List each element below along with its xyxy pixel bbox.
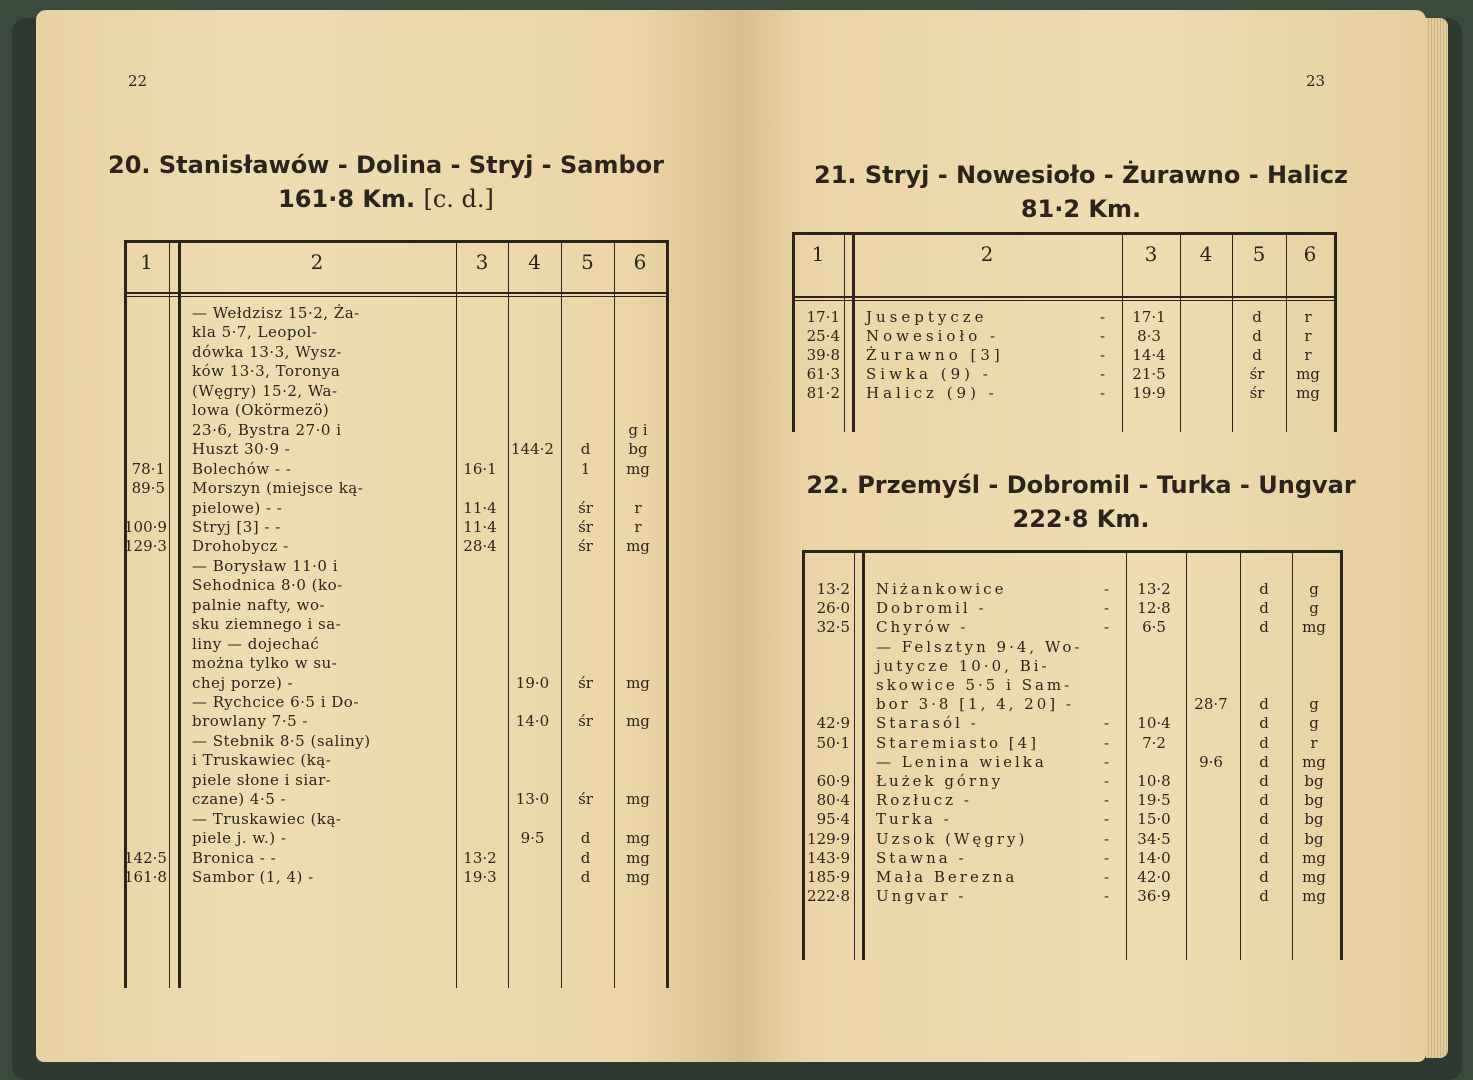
station-name: Ungvar - xyxy=(876,887,967,906)
column-header: 1 xyxy=(811,242,825,266)
row-dash: - xyxy=(1104,791,1110,810)
row-dash: - xyxy=(1104,887,1110,906)
service-code: g xyxy=(1309,714,1319,733)
class-code: d xyxy=(1252,346,1262,364)
distance-value: 13·2 xyxy=(1137,580,1171,598)
service-code: r xyxy=(1304,308,1312,326)
class-code: d xyxy=(1252,327,1262,345)
row-dash: - xyxy=(1104,868,1110,886)
class-code: śr xyxy=(1249,384,1265,402)
class-code: d xyxy=(580,848,591,867)
row-dash: - xyxy=(1104,752,1110,771)
row-dash: - xyxy=(1100,308,1106,326)
station-name: piele słone i siar- xyxy=(192,770,332,789)
row-dash: - xyxy=(1104,810,1110,829)
service-code: mg xyxy=(1296,384,1320,402)
distance-value: 13·2 xyxy=(463,848,497,867)
service-code: bg xyxy=(1304,829,1324,848)
service-code: mg xyxy=(626,829,650,848)
distance-value: 15·0 xyxy=(1137,810,1171,829)
service-code: g xyxy=(1309,599,1319,618)
km-value: 42·9 xyxy=(816,714,850,733)
service-code: g i xyxy=(628,420,648,439)
service-code: r xyxy=(1304,327,1312,345)
class-code: d xyxy=(580,829,591,848)
distance-value: 11·4 xyxy=(463,498,497,517)
km-value: 80·4 xyxy=(816,791,850,810)
column-header: 3 xyxy=(475,250,489,274)
km-value: 95·4 xyxy=(816,810,850,829)
station-name: 23·6, Bystra 27·0 i xyxy=(192,420,342,439)
station-name: piele j. w.) - xyxy=(192,829,287,848)
header-rule xyxy=(792,300,1337,301)
station-name: — Stebnik 8·5 (saliny) xyxy=(192,731,371,750)
column-header: 3 xyxy=(1144,242,1158,266)
km-value: 25·4 xyxy=(806,327,840,345)
row-dash: - xyxy=(1104,714,1110,733)
column-rule xyxy=(854,550,855,960)
section-20-title xyxy=(76,148,696,216)
class-code: d xyxy=(1259,791,1269,810)
service-code: r xyxy=(1304,346,1312,364)
distance-value: 34·5 xyxy=(1137,829,1171,848)
class-code: śr xyxy=(578,498,593,517)
service-code: mg xyxy=(1302,887,1326,906)
column-header: 5 xyxy=(581,250,594,274)
distance-value: 19·5 xyxy=(1137,791,1171,810)
row-dash: - xyxy=(1104,848,1110,867)
page-number-left: 22 xyxy=(128,72,148,90)
station-name: Sehodnica 8·0 (ko- xyxy=(192,576,343,595)
branch-distance: 9·6 xyxy=(1199,752,1223,771)
class-code: d xyxy=(1259,887,1269,906)
branch-distance: 144·2 xyxy=(511,440,554,459)
station-name: — Wełdzisz 15·2, Ża- xyxy=(192,304,360,322)
service-code: mg xyxy=(626,790,650,809)
section-21-title xyxy=(776,158,1386,226)
km-value: 81·2 xyxy=(806,384,840,402)
section-21-table xyxy=(792,232,1337,432)
station-name: Juseptycze xyxy=(866,308,988,326)
class-code: śr xyxy=(578,673,593,692)
row-dash: - xyxy=(1104,829,1110,848)
distance-value: 19·3 xyxy=(463,868,497,887)
distance-value: 21·5 xyxy=(1132,365,1166,383)
station-name: Nowesioło - xyxy=(866,327,1000,345)
class-code: d xyxy=(1259,714,1269,733)
station-name: Sambor (1, 4) - xyxy=(192,868,314,887)
column-header: 5 xyxy=(1252,242,1266,266)
section-22-table xyxy=(802,550,1342,960)
station-name: Bolechów - - xyxy=(192,459,292,478)
class-code: śr xyxy=(578,517,593,536)
class-code: d xyxy=(580,440,591,459)
station-name: Starasól - xyxy=(876,714,979,733)
distance-value: 19·9 xyxy=(1132,384,1166,402)
station-name: Siwka (9) - xyxy=(866,365,992,383)
service-code: mg xyxy=(626,459,650,478)
column-rule xyxy=(862,550,865,960)
service-code: r xyxy=(1310,733,1318,752)
km-value: 161·8 xyxy=(124,868,167,887)
station-name: — Borysław 11·0 i xyxy=(192,556,339,575)
km-value: 32·5 xyxy=(816,618,850,637)
header-rule xyxy=(124,296,669,297)
column-rule xyxy=(1334,232,1337,432)
service-code: mg xyxy=(626,868,650,887)
service-code: mg xyxy=(626,537,650,556)
class-code: d xyxy=(1259,695,1269,714)
section-22-title xyxy=(776,468,1386,536)
station-name: Staremiasto [4] xyxy=(876,733,1040,752)
branch-distance: 14·0 xyxy=(515,712,550,731)
column-header: 6 xyxy=(633,250,647,274)
station-name: skowice 5·5 i Sam- xyxy=(876,676,1073,694)
section-21-route: 21. Stryj - Nowesioło - Żurawno - Halicz xyxy=(814,161,1348,189)
km-value: 13·2 xyxy=(816,580,850,598)
section-20-table xyxy=(124,240,669,988)
station-name: Rozłucz - xyxy=(876,791,972,810)
station-name: — Truskawiec (ką- xyxy=(192,809,342,828)
class-code: d xyxy=(1259,580,1269,598)
station-name: — Rychcice 6·5 i Do- xyxy=(192,693,359,711)
distance-value: 16·1 xyxy=(463,459,497,478)
station-name: browlany 7·5 - xyxy=(192,712,308,731)
station-name: Żurawno [3] xyxy=(866,346,1004,364)
station-name: dówka 13·3, Wysz- xyxy=(192,342,342,361)
header-rule xyxy=(792,296,1337,298)
column-rule xyxy=(666,240,669,988)
row-dash: - xyxy=(1104,618,1110,637)
class-code: d xyxy=(580,868,591,887)
station-name: ków 13·3, Toronya xyxy=(192,362,341,381)
km-value: 222·8 xyxy=(807,887,850,906)
column-header: 4 xyxy=(528,250,541,274)
distance-value: 42·0 xyxy=(1137,868,1171,886)
distance-value: 36·9 xyxy=(1137,887,1171,906)
station-name: bor 3·8 [1, 4, 20] - xyxy=(876,695,1074,714)
service-code: mg xyxy=(626,848,650,867)
service-code: mg xyxy=(1302,618,1326,637)
distance-value: 10·4 xyxy=(1137,714,1171,733)
service-code: mg xyxy=(626,673,650,692)
row-dash: - xyxy=(1100,327,1106,345)
distance-value: 11·4 xyxy=(463,517,497,536)
class-code: d xyxy=(1259,868,1269,886)
distance-value: 6·5 xyxy=(1142,618,1166,637)
station-name: (Węgry) 15·2, Wa- xyxy=(192,381,338,400)
service-code: mg xyxy=(1302,868,1326,886)
station-name: Drohobycz - xyxy=(192,537,289,556)
class-code: śr xyxy=(578,712,593,731)
km-value: 60·9 xyxy=(816,772,850,790)
km-value: 39·8 xyxy=(806,346,840,364)
column-rule xyxy=(844,232,845,432)
column-rule xyxy=(508,240,509,988)
station-name: sku ziemnego i sa- xyxy=(192,615,342,634)
column-header: 4 xyxy=(1199,242,1213,266)
station-name: liny — dojechać xyxy=(192,634,320,653)
distance-value: 8·3 xyxy=(1137,327,1161,345)
right-page xyxy=(736,10,1426,1062)
distance-value: 14·4 xyxy=(1132,346,1166,364)
branch-distance: 19·0 xyxy=(515,673,550,692)
section-22-km: 222·8 Km. xyxy=(1012,505,1150,533)
branch-distance: 28·7 xyxy=(1194,695,1228,714)
km-value: 100·9 xyxy=(124,517,167,536)
km-value: 50·1 xyxy=(816,733,850,752)
station-name: Łużek górny xyxy=(876,772,1004,790)
service-code: g xyxy=(1309,695,1319,714)
class-code: śr xyxy=(1249,365,1265,383)
station-name: Uzsok (Węgry) xyxy=(876,829,1028,848)
service-code: mg xyxy=(626,712,650,731)
row-dash: - xyxy=(1100,384,1106,402)
km-value: 89·5 xyxy=(131,479,165,498)
page-edges xyxy=(1426,18,1448,1058)
column-header: 6 xyxy=(1303,242,1317,266)
km-value: 26·0 xyxy=(816,599,850,618)
distance-value: 12·8 xyxy=(1137,599,1171,618)
page-number-right: 23 xyxy=(1306,72,1326,90)
station-name: palnie nafty, wo- xyxy=(192,595,326,614)
station-name: — Lenina wielka xyxy=(876,752,1047,771)
station-name: Stryj [3] - - xyxy=(192,517,281,536)
row-dash: - xyxy=(1104,772,1110,790)
distance-value: 28·4 xyxy=(463,537,497,556)
row-dash: - xyxy=(1100,365,1106,383)
class-code: d xyxy=(1259,618,1269,637)
table-top-rule xyxy=(802,550,1342,553)
class-code: śr xyxy=(578,537,593,556)
service-code: mg xyxy=(1302,752,1326,771)
station-name: Chyrów - xyxy=(876,618,969,637)
service-code: r xyxy=(634,517,642,536)
class-code: d xyxy=(1259,810,1269,829)
left-page xyxy=(36,10,736,1062)
branch-distance: 9·5 xyxy=(520,829,545,848)
service-code: g xyxy=(1309,580,1319,598)
column-header: 2 xyxy=(980,242,994,266)
station-name: czane) 4·5 - xyxy=(192,790,287,809)
km-value: 185·9 xyxy=(807,868,850,886)
km-value: 143·9 xyxy=(807,848,850,867)
service-code: bg xyxy=(1304,772,1324,790)
class-code: d xyxy=(1259,848,1269,867)
station-name: Turka - xyxy=(876,810,952,829)
row-dash: - xyxy=(1100,346,1106,364)
column-header: 1 xyxy=(140,250,153,274)
station-name: Halicz (9) - xyxy=(866,384,998,402)
km-value: 129·3 xyxy=(124,537,167,556)
station-name: można tylko w su- xyxy=(192,654,338,673)
distance-value: 10·8 xyxy=(1137,772,1171,790)
section-20-route: 20. Stanisławów - Dolina - Stryj - Sambor xyxy=(108,151,664,179)
row-dash: - xyxy=(1104,599,1110,618)
class-code: d xyxy=(1259,752,1269,771)
section-20-note: [c. d.] xyxy=(423,185,494,213)
row-dash: - xyxy=(1104,733,1110,752)
section-20-km: 161·8 Km. xyxy=(278,185,416,213)
distance-value: 14·0 xyxy=(1137,848,1171,867)
station-name: i Truskawiec (ką- xyxy=(192,751,332,770)
km-value: 61·3 xyxy=(806,365,840,383)
service-code: bg xyxy=(1304,810,1324,829)
class-code: 1 xyxy=(580,459,591,478)
station-name: Stawna - xyxy=(876,848,967,867)
class-code: śr xyxy=(578,790,593,809)
km-value: 17·1 xyxy=(806,308,840,326)
station-name: Niżankowice xyxy=(876,580,1007,598)
km-value: 142·5 xyxy=(124,848,167,867)
station-name: kla 5·7, Leopol- xyxy=(192,323,318,342)
service-code: bg xyxy=(1304,791,1324,810)
station-name: jutycze 10·0, Bi- xyxy=(876,656,1050,675)
service-code: mg xyxy=(1302,848,1326,867)
row-dash: - xyxy=(1104,580,1110,598)
column-rule xyxy=(169,240,170,988)
section-22-route: 22. Przemyśl - Dobromil - Turka - Ungvar xyxy=(806,471,1356,499)
km-value: 129·9 xyxy=(807,829,850,848)
station-name: Mała Berezna xyxy=(876,868,1018,886)
km-value: 78·1 xyxy=(131,459,165,478)
class-code: d xyxy=(1259,733,1269,752)
station-name: Dobromil - xyxy=(876,599,987,618)
station-name: Morszyn (miejsce ką- xyxy=(192,479,364,498)
table-top-rule xyxy=(792,232,1337,235)
column-rule xyxy=(178,240,181,988)
class-code: d xyxy=(1259,772,1269,790)
class-code: d xyxy=(1252,308,1262,326)
header-rule xyxy=(124,292,669,294)
station-name: Huszt 30·9 - xyxy=(192,440,291,459)
section-21-km: 81·2 Km. xyxy=(1020,195,1142,223)
station-name: — Felsztyn 9·4, Wo- xyxy=(876,637,1083,656)
station-name: Bronica - - xyxy=(192,848,277,867)
distance-value: 7·2 xyxy=(1142,733,1166,752)
column-header: 2 xyxy=(310,250,324,274)
service-code: bg xyxy=(628,440,648,459)
station-name: pielowe) - - xyxy=(192,498,283,517)
distance-value: 17·1 xyxy=(1132,308,1166,326)
column-rule xyxy=(1340,550,1343,960)
service-code: mg xyxy=(1296,365,1320,383)
station-name: chej porze) - xyxy=(192,673,294,692)
class-code: d xyxy=(1259,829,1269,848)
branch-distance: 13·0 xyxy=(515,790,550,809)
service-code: r xyxy=(634,498,642,517)
class-code: d xyxy=(1259,599,1269,618)
station-name: lowa (Okörmezö) xyxy=(192,401,330,420)
table-top-rule xyxy=(124,240,669,243)
